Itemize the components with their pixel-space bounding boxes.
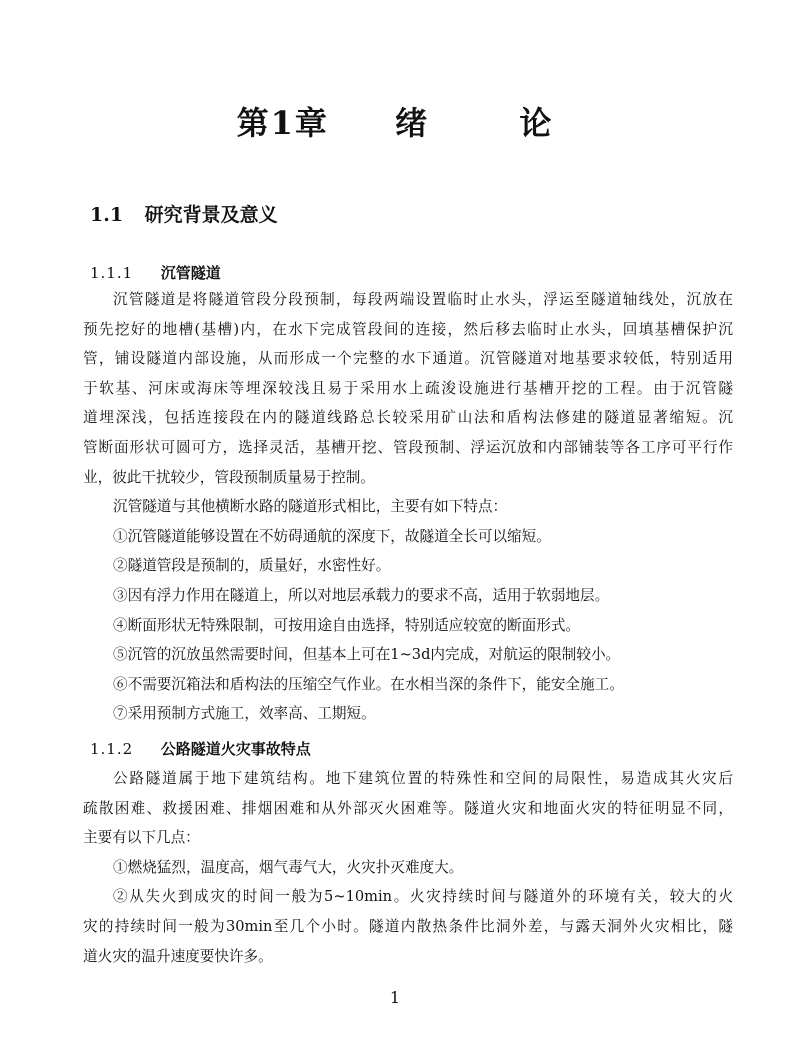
subsection-2-body — [83, 764, 733, 971]
text-line: ②从失火到成灾的时间一般为5~10min。火灾持续时间与隧道外的环境有关，较大的火 — [113, 888, 733, 906]
text-line: ③因有浮力作用在隧道上，所以对地层承载力的要求不高，适用于软弱地层。 — [113, 586, 610, 604]
text-line: 主要有以下几点： — [83, 829, 200, 847]
text-line: 沉管隧道是将隧道管段分段预制，每段两端设置临时止水头，浮运至隧道轴线处，沉放在 — [113, 291, 733, 308]
subsection-heading-1 — [90, 262, 221, 283]
paragraph — [83, 611, 733, 641]
text-line: ④断面形状无特殊限制，可按用途自由选择，特别适应较宽的断面形式。 — [113, 616, 581, 634]
chapter-title-char-2: 论 — [519, 104, 554, 142]
paragraph — [83, 522, 733, 552]
paragraph — [83, 551, 733, 581]
text-line: ⑦采用预制方式施工，效率高、工期短。 — [113, 705, 376, 723]
text-line: 于软基、河床或海床等埋深较浅且易于采用水上疏浚设施进行基槽开挖的工程。由于沉管隧 — [83, 379, 733, 397]
chapter-number: 第1章 — [236, 104, 329, 142]
paragraph — [83, 640, 733, 670]
paragraph — [83, 764, 733, 853]
text-line: ①燃烧猛烈，温度高，烟气毒气大，火灾扑灭难度大。 — [113, 858, 464, 876]
text-line: 道埋深浅，包括连接段在内的隧道线路总长较采用矿山法和盾构法修建的隧道显著缩短。沉 — [83, 409, 733, 427]
paragraph — [83, 285, 733, 492]
text-line: 灾的持续时间一般为30min至几个小时。隧道内散热条件比洞外差，与露天洞外火灾相比，隧 — [83, 917, 733, 935]
section-title: 研究背景及意义 — [144, 204, 278, 226]
text-line: ⑥不需要沉箱法和盾构法的压缩空气作业。在水相当深的条件下，能安全施工。 — [113, 675, 624, 693]
section-number: 1.1 — [90, 204, 124, 226]
text-line: ⑤沉管的沉放虽然需要时间，但基本上可在1~3d内完成，对航运的限制较小。 — [113, 646, 621, 664]
paragraph — [83, 853, 733, 883]
paragraph — [83, 670, 733, 700]
text-line: 疏散困难、救援困难、排烟困难和从外部灭火困难等。隧道火灾和地面火灾的特征明显不同， — [83, 799, 733, 817]
text-line: 公路隧道属于地下建筑结构。地下建筑位置的特殊性和空间的局限性，易造成其火灾后 — [113, 770, 733, 787]
subsection-number: 1.1.1 — [90, 264, 134, 282]
section-heading — [90, 200, 278, 227]
chapter-title-char-1: 绪 — [395, 104, 430, 142]
paragraph — [83, 882, 733, 971]
chapter-title — [0, 98, 790, 144]
text-line: ②隧道管段是预制的，质量好，水密性好。 — [113, 557, 391, 575]
subsection-title: 沉管隧道 — [160, 264, 221, 282]
subsection-title: 公路隧道火灾事故特点 — [160, 740, 311, 758]
paragraph — [83, 492, 733, 522]
paragraph — [83, 581, 733, 611]
text-line: 管断面形状可圆可方，选择灵活，基槽开挖、管段预制、浮运沉放和内部铺装等各工序可平行作 — [83, 438, 733, 456]
text-line: 沉管隧道与其他横断水路的隧道形式相比，主要有如下特点： — [113, 498, 508, 516]
text-line: 预先挖好的地槽(基槽)内，在水下完成管段间的连接，然后移去临时止水头，回填基槽保护沉 — [83, 320, 733, 338]
subsection-number: 1.1.2 — [90, 740, 134, 758]
subsection-1-body — [83, 285, 733, 729]
paragraph — [83, 699, 733, 729]
text-line: 管，铺设隧道内部设施，从而形成一个完整的水下通道。沉管隧道对地基要求较低，特别适用 — [83, 350, 733, 368]
text-line: 业，彼此干扰较少，管段预制质量易于控制。 — [83, 468, 375, 486]
page-number: 1 — [389, 988, 401, 1007]
subsection-heading-2 — [90, 738, 311, 759]
text-line: ①沉管隧道能够设置在不妨碍通航的深度下，故隧道全长可以缩短。 — [113, 527, 551, 545]
text-line: 道火灾的温升速度要快许多。 — [83, 947, 273, 965]
